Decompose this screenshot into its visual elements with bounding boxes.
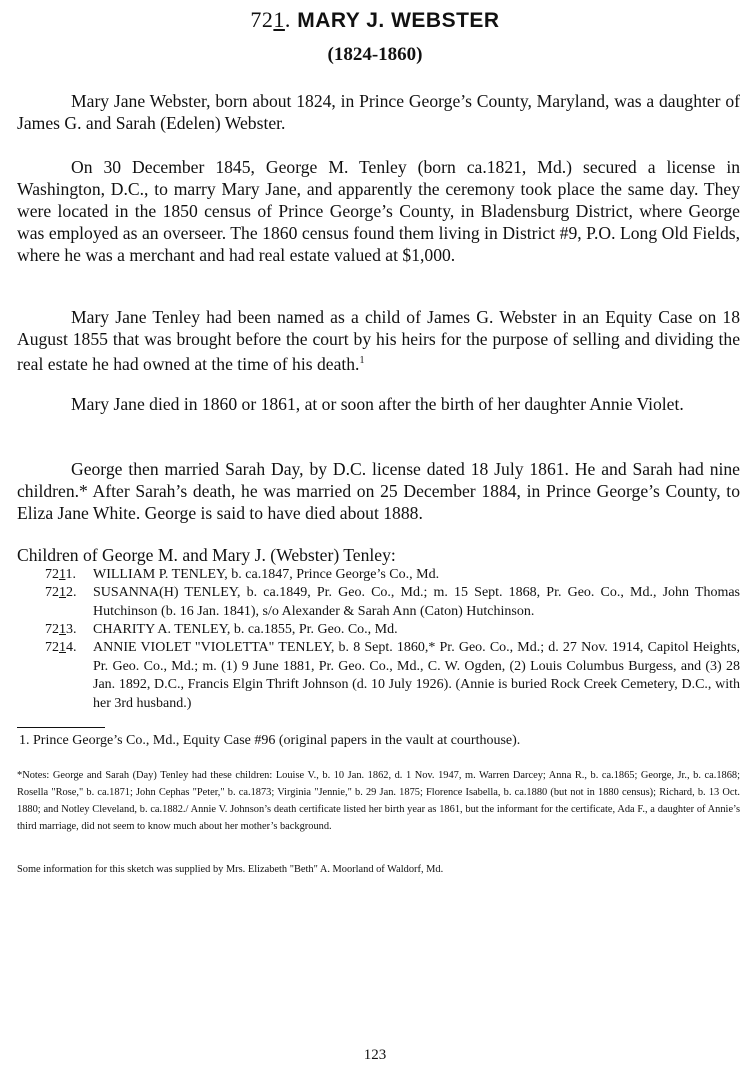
child-number: 7211. [45,567,76,582]
child-entry [45,566,740,585]
sketch-number: 721. [250,7,291,32]
footnote-marker: 1 [359,355,365,366]
life-dates: (1824-1860) [327,44,423,65]
child-number: 7212. [45,585,77,600]
page-number: 123 [363,1047,387,1063]
footnote: 1. Prince George’s Co., Md., Equity Case #96 (original papers in the vault at courthouse). [19,733,521,748]
child-entry [45,621,740,640]
paragraph-death: Mary Jane died in 1860 or 1861, at or soon after the birth of her daughter Annie Violet. [71,394,684,414]
notes-block: *Notes: George and Sarah (Day) Tenley had these children: Louise V., b. 10 Jan. 1862, d. 1 Nov. 1947, m. Warren Darcey; Anna R., b. ca.1865; George, Jr., b. ca.1868; Rosella "Rose," b. ca.1871; John Cephas "Peter," b. ca.1873; Virginia "Jennie," b. 29 Jan. 1875; Florence Isabella, b. ca.1880 (but not in 1880 census); Richard, b. 13 Oct. 1880; and Notley Cleveland, b. ca.1882./ Annie V. Johnson’s death certificate listed her birth year as 1861, but the informant for the certificate, Ada F., a daughter of Annie’s third marriage, did not seem to know much about her mother’s background. [17,770,740,832]
paragraph-birth: Mary Jane Webster, born about 1824, in Prince George’s County, Maryland, was a daughter of James G. and Sarah (Edelen) Webster. [17,91,740,133]
paragraph-marriage: On 30 December 1845, George M. Tenley (born ca.1821, Md.) secured a license in Washington, D.C., to marry Mary Jane, and apparently the ceremony took place the same day. They were located in the 1850 census of Prince George’s County, in Bladensburg District, where George was employed as an overseer. The 1860 census found them living in District #9, P.O. Long Old Fields, where he was a merchant and had real estate valued at $1,000. [17,157,740,265]
child-entry [45,584,740,621]
child-number: 7214. [45,640,77,655]
child-text: CHARITY A. TENLEY, b. ca.1855, Pr. Geo. Co., Md. [93,622,398,637]
footnote-divider [17,727,105,728]
child-entry [45,639,740,713]
child-text: SUSANNA(H) TENLEY, b. ca.1849, Pr. Geo. Co., Md.; m. 15 Sept. 1868, Pr. Geo. Co., Md., John Thomas Hutchinson (b. 16 Jan. 1841), s/o Alexander & Sarah Ann (Caton) Hutchinson. [93,585,740,619]
child-text: ANNIE VIOLET "VIOLETTA" TENLEY, b. 8 Sept. 1860,* Pr. Geo. Co., Md.; d. 27 Nov. 1914, Capitol Heights, Pr. Geo. Co., Md.; m. (1) 9 June 1881, Pr. Geo. Co., Md., C. W. Ogden, (2) Louis Columbus Burgess, and (3) 28 Jan. 1892, D.C., Francis Elgin Thrift Johnson (d. 10 July 1926). (Annie is buried Rock Creek Cemetery, D.C., with her 3rd husband.) [93,640,740,711]
child-text: WILLIAM P. TENLEY, b. ca.1847, Prince George’s Co., Md. [93,567,440,582]
subject-name: MARY J. WEBSTER [297,9,500,32]
sketch-title [0,7,750,33]
paragraph-remarriage: George then married Sarah Day, by D.C. license dated 18 July 1861. He and Sarah had nine children.* After Sarah’s death, he was married on 25 December 1884, in Prince George’s County, to Eliza Jane White. George is said to have died about 1888. [17,459,740,523]
children-heading: Children of George M. and Mary J. (Webster) Tenley: [17,545,396,565]
child-number: 7213. [45,622,77,637]
credit-line: Some information for this sketch was supplied by Mrs. Elizabeth "Beth" A. Moorland of Waldorf, Md. [17,864,444,875]
paragraph-equity-case: Mary Jane Tenley had been named as a child of James G. Webster in an Equity Case on 18 August 1855 that was brought before the court by his heirs for the purpose of selling and dividing the real estate he had owned at the time of his death.$^1$ [17,307,740,374]
